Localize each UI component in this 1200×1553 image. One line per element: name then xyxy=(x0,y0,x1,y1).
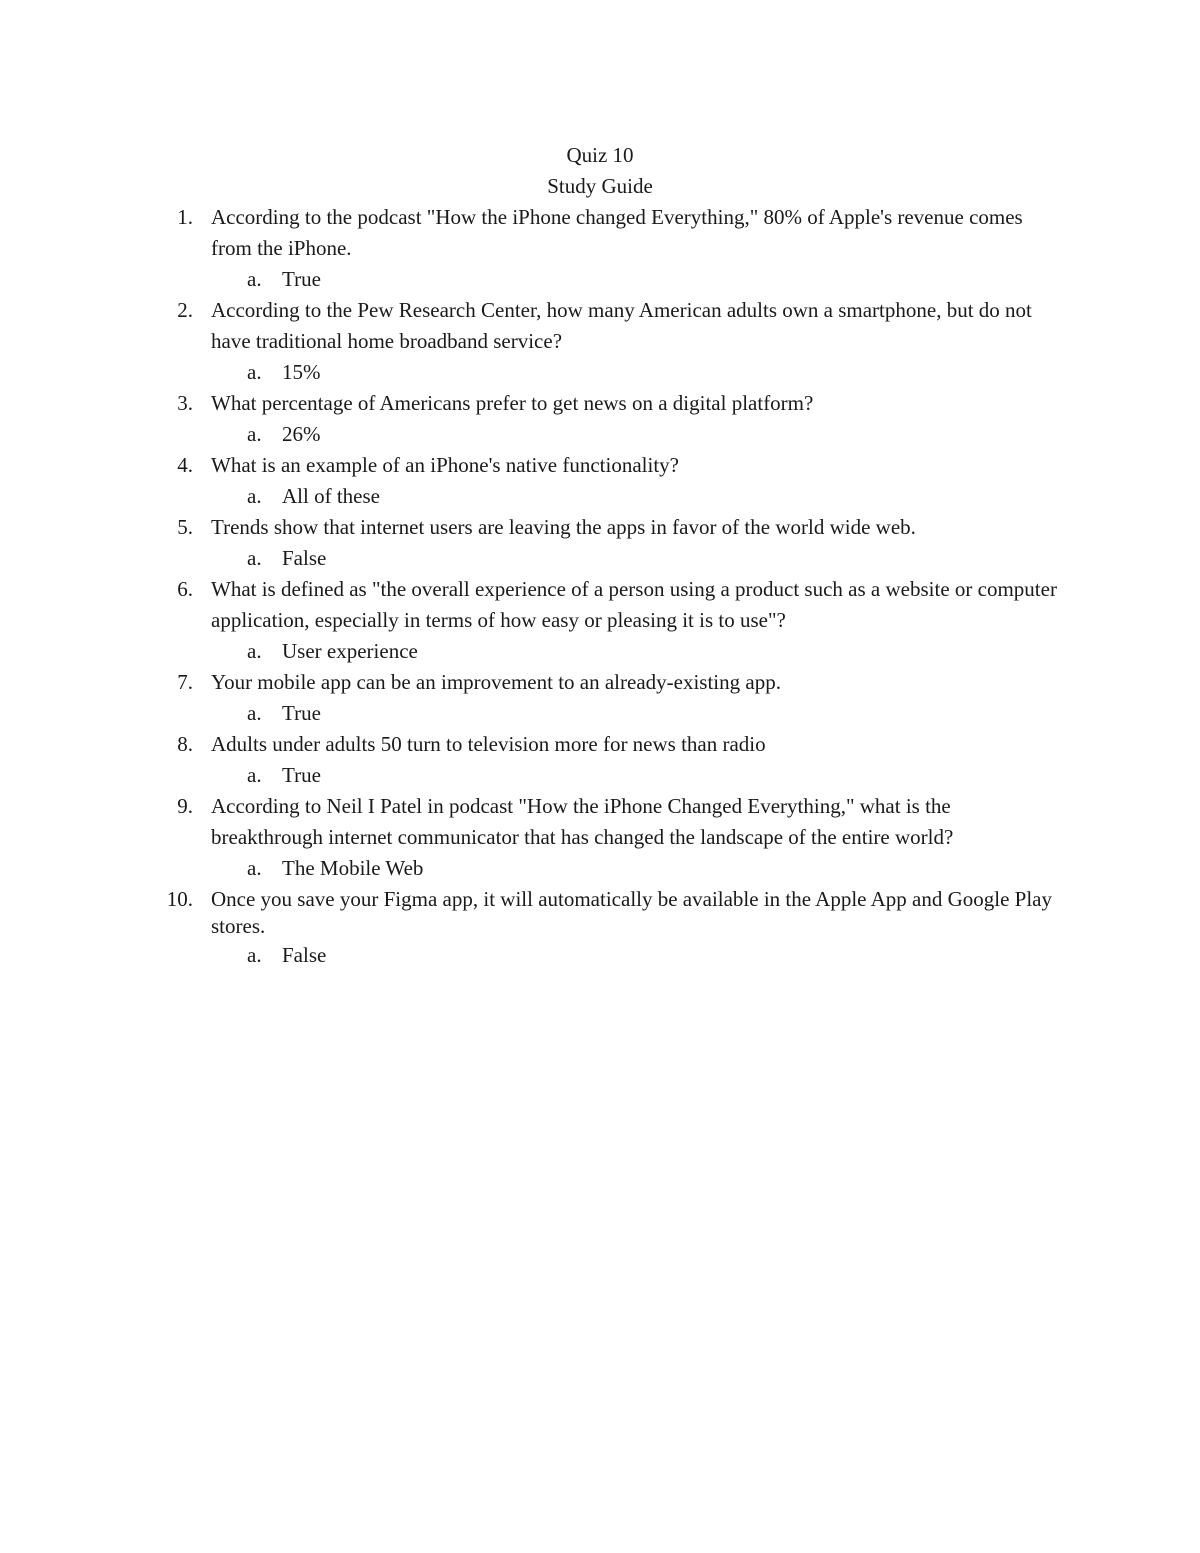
answer-letter: a. xyxy=(247,943,262,967)
question-number: 6. xyxy=(177,577,193,601)
answer-item xyxy=(211,481,1060,512)
question-number: 9. xyxy=(177,794,193,818)
answer-text: All of these xyxy=(282,484,380,508)
answer-item xyxy=(211,698,1060,729)
answer-letter: a. xyxy=(247,763,262,787)
answer-item xyxy=(211,760,1060,791)
question-item-2 xyxy=(0,295,1200,388)
answer-text: False xyxy=(282,943,327,967)
answer-text: True xyxy=(282,763,321,787)
answer-letter: a. xyxy=(247,546,262,570)
question-text: Your mobile app can be an improvement to an already-existing app. xyxy=(211,670,781,694)
question-text: What is an example of an iPhone's native functionality? xyxy=(211,453,679,477)
question-text: Adults under adults 50 turn to television more for news than radio xyxy=(211,732,766,756)
page-subtitle: Study Guide xyxy=(547,174,653,198)
question-item-5 xyxy=(0,512,1200,574)
question-text: According to the Pew Research Center, how many American adults own a smartphone, but do not have traditional home broadband service? xyxy=(211,298,1032,353)
answer-item xyxy=(211,264,1060,295)
question-number: 3. xyxy=(177,391,193,415)
question-number: 10. xyxy=(166,887,193,911)
answer-letter: a. xyxy=(247,484,262,508)
answer-item xyxy=(211,636,1060,667)
question-item-8 xyxy=(0,729,1200,791)
answer-text: True xyxy=(282,701,321,725)
question-text: What is defined as "the overall experience of a person using a product such as a website or computer application, especially in terms of how easy or pleasing it is to use"? xyxy=(211,577,1057,632)
question-number: 5. xyxy=(177,515,193,539)
answer-item xyxy=(211,543,1060,574)
question-number: 8. xyxy=(177,732,193,756)
answer-letter: a. xyxy=(247,701,262,725)
answer-letter: a. xyxy=(247,360,262,384)
answer-letter: a. xyxy=(247,267,262,291)
answer-text: User experience xyxy=(282,639,418,663)
question-number: 2. xyxy=(177,298,193,322)
question-text: Once you save your Figma app, it will automatically be available in the Apple App and Google Play stores. xyxy=(211,887,1052,938)
question-number: 4. xyxy=(177,453,193,477)
question-number: 7. xyxy=(177,670,193,694)
question-text: Trends show that internet users are leaving the apps in favor of the world wide web. xyxy=(211,515,916,539)
answer-text: The Mobile Web xyxy=(282,856,424,880)
question-item-9 xyxy=(0,791,1200,884)
question-text: What percentage of Americans prefer to get news on a digital platform? xyxy=(211,391,814,415)
page-title: Quiz 10 xyxy=(566,143,634,167)
answer-letter: a. xyxy=(247,422,262,446)
question-item-6 xyxy=(0,574,1200,667)
answer-letter: a. xyxy=(247,639,262,663)
question-number: 1. xyxy=(177,205,193,229)
question-item-1 xyxy=(0,202,1200,295)
answer-item xyxy=(211,940,1060,971)
question-list xyxy=(0,202,1200,971)
question-item-3 xyxy=(0,388,1200,450)
answer-text: False xyxy=(282,546,327,570)
answer-text: 15% xyxy=(282,360,321,384)
answer-letter: a. xyxy=(247,856,262,880)
answer-item xyxy=(211,419,1060,450)
question-text: According to Neil I Patel in podcast "How the iPhone Changed Everything," what is the breakthrough internet communicator that has changed the landscape of the entire world? xyxy=(211,794,954,849)
question-item-4 xyxy=(0,450,1200,512)
answer-text: 26% xyxy=(282,422,321,446)
answer-item xyxy=(211,357,1060,388)
answer-item xyxy=(211,853,1060,884)
answer-text: True xyxy=(282,267,321,291)
question-item-7 xyxy=(0,667,1200,729)
question-item-10 xyxy=(0,884,1200,971)
question-text: According to the podcast "How the iPhone changed Everything," 80% of Apple's revenue comes from the iPhone. xyxy=(211,205,1023,260)
